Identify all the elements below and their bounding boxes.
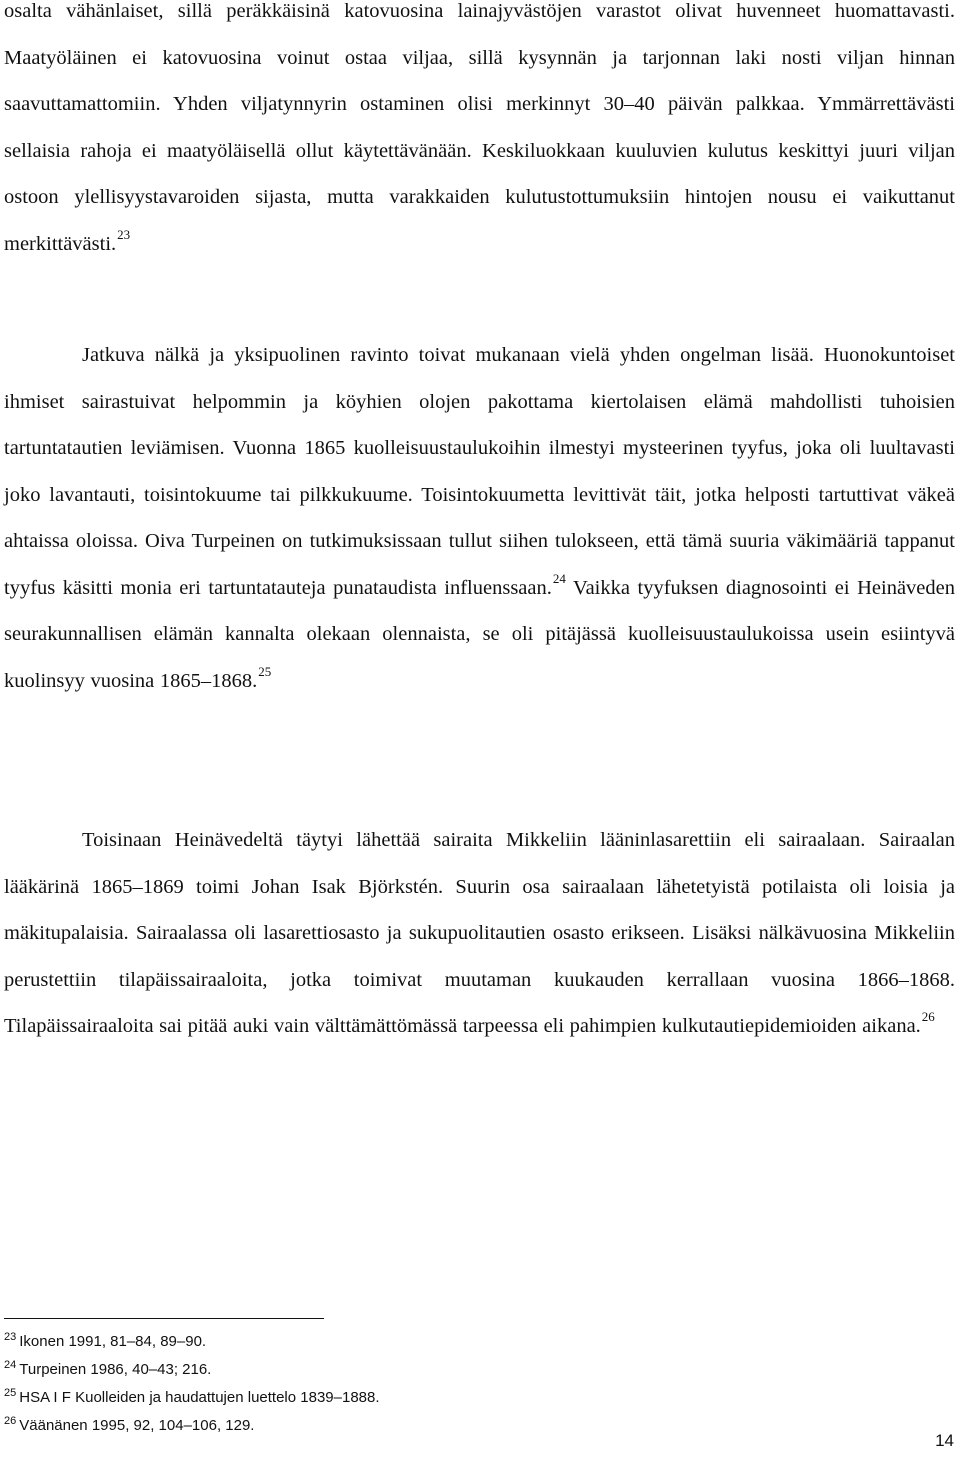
paragraph-3-text: Toisinaan Heinävedeltä täytyi lähettää sairaita Mikkeliin lääninlasarettiin eli sairaalaan. Sairaalan lääkärinä 1865–1869 toimi Johan Isak Björkstén. Suurin osa sairaalaan lähetetyistä potilaista oli loisia ja mäkitupalaisia. Sairaalassa oli lasarettiosasto ja sukupuolitautien osasto erikseen. Lisäksi nälkävuosina Mikkeliin perustettiin tilapäissairaaloita, jotka toimivat muutaman kuukauden kerrallaan vuosina 1866–1868. Tilapäissairaaloita sai pitää auki vain välttämättömässä tarpeessa eli pahimpien kulkutautiepidemioiden aikana.: [4, 829, 955, 1037]
footnote-number: 26: [4, 1415, 17, 1427]
footnote-ref-25[interactable]: 25: [258, 663, 272, 679]
footnote-number: 24: [4, 1359, 17, 1371]
footnote-ref-24[interactable]: 24: [552, 570, 566, 586]
footnote-24: [4, 1356, 380, 1384]
footnote-number: 25: [4, 1387, 17, 1399]
footnote-25: [4, 1384, 380, 1412]
footnote-text: Turpeinen 1986, 40–43; 216.: [19, 1361, 212, 1378]
footnote-text: Ikonen 1991, 81–84, 89–90.: [19, 1333, 207, 1350]
paragraph-1-text: osalta vähänlaiset, sillä peräkkäisinä katovuosina lainajyvästöjen varastot olivat huvenneet huomattavasti. Maatyöläinen ei katovuosina voinut ostaa viljaa, sillä kysynnän ja tarjonnan laki nosti viljan hinnan saavuttamattomiin. Yhden viljatynnyrin ostaminen olisi merkinnyt 30–40 päivän palkkaa. Ymmärrettävästi sellaisia rahoja ei maatyöläisellä ollut käytettävänään. Keskiluokkaan kuuluvien kulutus keskittyi juuri viljan ostoon ylellisyystavaroiden sijasta, mutta varakkaiden kulutustottumuksiin hintojen nousu ei vaikuttanut merkittävästi.: [4, 0, 955, 255]
paragraph-2: [4, 332, 955, 704]
footnote-23: [4, 1328, 380, 1356]
paragraph-3: [4, 817, 955, 1050]
footnote-ref-23[interactable]: 23: [117, 226, 131, 242]
footnote-ref-26[interactable]: 26: [921, 1009, 935, 1025]
paragraph-1: [4, 0, 955, 267]
page-number: 14: [935, 1431, 954, 1450]
footnote-text: HSA I F Kuolleiden ja haudattujen luettelo 1839–1888.: [19, 1389, 380, 1406]
footnotes: [4, 1328, 380, 1440]
footnote-26: [4, 1412, 380, 1440]
paragraph-2-text-b: Vaikka tyyfuksen diagnosointi ei Heinäveden seurakunnallisen elämän kannalta olekaan olennaista, se oli pitäjässä kuolleisuustaulukoissa usein esiintyvä kuolinsyy vuosina 1865–1868.: [4, 576, 955, 692]
paragraph-2-text-a: Jatkuva nälkä ja yksipuolinen ravinto toivat mukanaan vielä yhden ongelman lisää. Huonokuntoiset ihmiset sairastuivat helpommin ja köyhien olojen pakottama kiertolaisen elämä mahdollisti tuhoisien tartuntatautien leviämisen. Vuonna 1865 kuolleisuustaulukoihin ilmestyi mysteerinen tyyfus, joka oli luultavasti joko lavantauti, toisintokuume tai pilkkukuume. Toisintokuumetta levittivät täit, jotka helposti tartuttivat väkeä ahtaissa oloissa. Oiva Turpeinen on tutkimuksissaan tullut siihen tulokseen, että tämä suuria väkimääriä tappanut tyyfus käsitti monia eri tartuntatauteja punataudista influenssaan.: [4, 344, 955, 599]
footnote-separator: [4, 1318, 324, 1319]
footnote-text: Väänänen 1995, 92, 104–106, 129.: [19, 1417, 255, 1434]
footnote-number: 23: [4, 1331, 17, 1343]
